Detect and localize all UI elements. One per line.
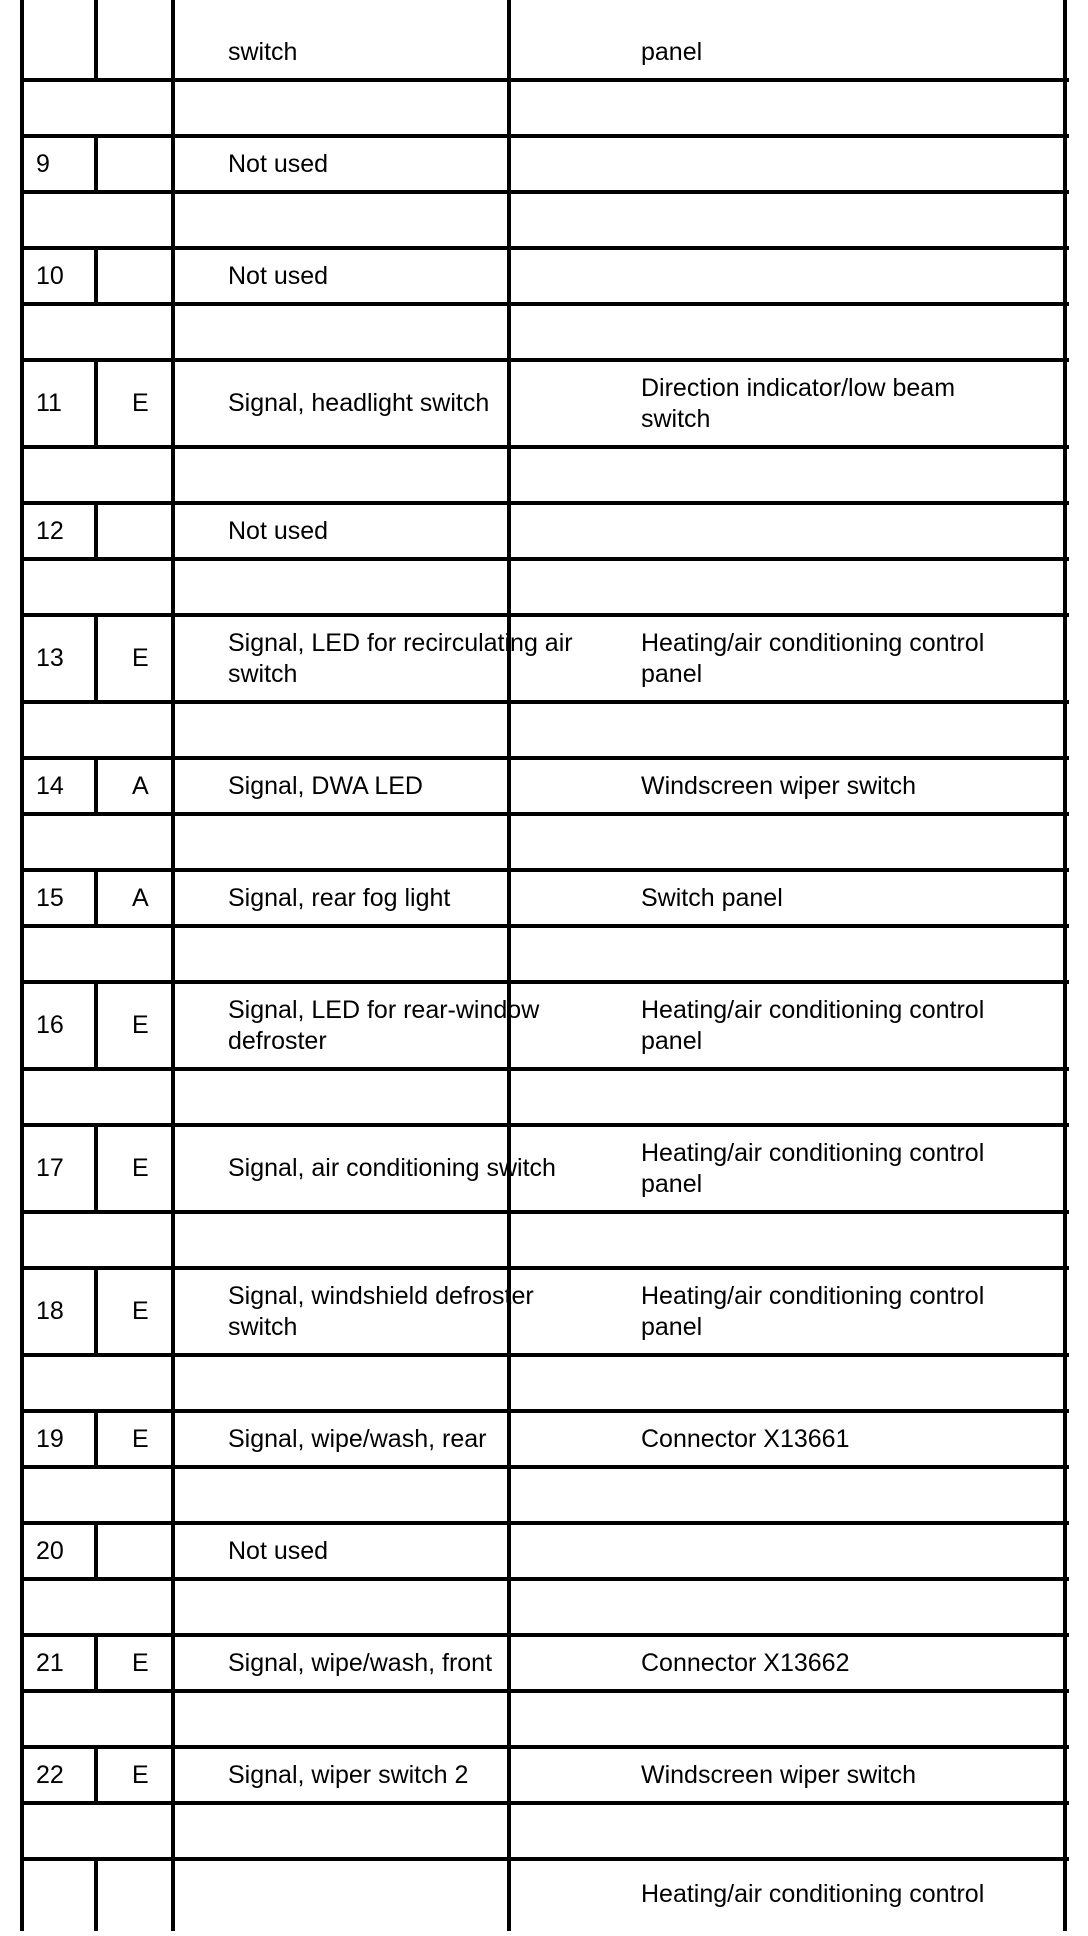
column-divider (94, 1268, 98, 1355)
column-divider (171, 304, 175, 360)
table-cell-location: Heating/air conditioning control panel (641, 1281, 985, 1341)
table-cell-description: Signal, wipe/wash, front (228, 1648, 493, 1677)
row-divider (22, 445, 1069, 449)
row-divider (22, 190, 1069, 194)
column-divider (1063, 304, 1067, 360)
row-divider (22, 1210, 1069, 1214)
column-divider (1063, 1747, 1067, 1803)
column-divider (171, 0, 175, 80)
column-divider (20, 1355, 24, 1411)
row-divider (22, 1689, 1069, 1693)
column-divider (171, 1523, 175, 1579)
column-divider (507, 0, 511, 80)
column-divider (1063, 982, 1067, 1069)
row-divider (22, 924, 1069, 928)
column-divider (1063, 1635, 1067, 1691)
column-divider (20, 1579, 24, 1635)
table-cell-location: panel (641, 37, 703, 66)
table-cell-description: Signal, wiper switch 2 (228, 1760, 469, 1789)
column-divider (20, 1125, 24, 1212)
column-divider (171, 702, 175, 758)
row-divider (22, 868, 1069, 872)
column-divider (507, 1747, 511, 1803)
column-divider (507, 1069, 511, 1125)
table-cell-description: Not used (228, 149, 329, 178)
column-divider (94, 1859, 98, 1931)
table-cell-pin: 22 (36, 1760, 64, 1789)
column-divider (1063, 1212, 1067, 1268)
column-divider (1063, 503, 1067, 559)
column-divider (507, 1467, 511, 1523)
row-divider (22, 613, 1069, 617)
column-divider (20, 982, 24, 1069)
column-divider (94, 0, 98, 80)
column-divider (171, 503, 175, 559)
table-cell-location: Connector X13661 (641, 1424, 850, 1453)
column-divider (507, 360, 511, 447)
table-cell-pin: 10 (36, 261, 64, 290)
table-cell-io: E (132, 1648, 149, 1677)
row-divider (22, 134, 1069, 138)
column-divider (20, 814, 24, 870)
row-divider (22, 1801, 1069, 1805)
column-divider (20, 870, 24, 926)
table-cell-pin: 9 (36, 149, 50, 178)
column-divider (1063, 1411, 1067, 1467)
column-divider (507, 447, 511, 503)
column-divider (507, 1212, 511, 1268)
table-cell-location: Direction indicator/low beam switch (641, 373, 956, 433)
table-cell-pin: 19 (36, 1424, 64, 1453)
table-cell-io: E (132, 1011, 149, 1039)
column-divider (20, 248, 24, 304)
row-divider (22, 1857, 1069, 1861)
table-cell-description: Signal, headlight switch (228, 389, 490, 417)
column-divider (171, 1467, 175, 1523)
column-divider (1063, 870, 1067, 926)
column-divider (171, 80, 175, 136)
column-divider (1063, 758, 1067, 814)
table-cell-pin: 17 (36, 1154, 64, 1182)
table-cell-description: switch (228, 37, 298, 66)
column-divider (20, 1747, 24, 1803)
column-divider (507, 136, 511, 192)
table-cell-pin: 15 (36, 883, 64, 912)
column-divider (171, 192, 175, 248)
column-divider (171, 1212, 175, 1268)
table-cell-pin: 18 (36, 1297, 64, 1325)
column-divider (20, 702, 24, 758)
column-divider (507, 870, 511, 926)
column-divider (20, 360, 24, 447)
column-divider (1063, 0, 1067, 80)
row-divider (22, 1745, 1069, 1749)
column-divider (171, 1859, 175, 1931)
column-divider (20, 926, 24, 982)
column-divider (1063, 559, 1067, 615)
column-divider (507, 559, 511, 615)
column-divider (171, 1355, 175, 1411)
table-cell-io: E (132, 389, 149, 417)
column-divider (94, 615, 98, 702)
table-cell-location: Heating/air conditioning control (641, 1880, 985, 1908)
column-divider (1063, 1355, 1067, 1411)
column-divider (171, 1268, 175, 1355)
table-cell-description: Signal, windshield defroster switch (228, 1281, 534, 1341)
table-cell-pin: 16 (36, 1011, 64, 1039)
column-divider (1063, 615, 1067, 702)
column-divider (1063, 1069, 1067, 1125)
column-divider (507, 758, 511, 814)
row-divider (22, 756, 1069, 760)
table-cell-description: Signal, LED for rear-window defroster (228, 995, 540, 1055)
column-divider (171, 615, 175, 702)
table-cell-description: Signal, LED for recirculating air switch (228, 628, 573, 688)
table-cell-location: Heating/air conditioning control panel (641, 1138, 985, 1198)
column-divider (20, 1523, 24, 1579)
column-divider (94, 503, 98, 559)
column-divider (171, 1635, 175, 1691)
row-divider (22, 246, 1069, 250)
column-divider (1063, 136, 1067, 192)
table-cell-location: Heating/air conditioning control panel (641, 995, 985, 1055)
column-divider (1063, 814, 1067, 870)
table-cell-io: E (132, 1154, 149, 1182)
row-divider (22, 302, 1069, 306)
column-divider (1063, 702, 1067, 758)
column-divider (20, 1859, 24, 1931)
row-divider (22, 980, 1069, 984)
column-divider (1063, 1467, 1067, 1523)
table-cell-pin: 21 (36, 1648, 64, 1677)
column-divider (1063, 360, 1067, 447)
column-divider (171, 248, 175, 304)
table-cell-description: Signal, wipe/wash, rear (228, 1424, 487, 1453)
row-divider (22, 78, 1069, 82)
row-divider (22, 1409, 1069, 1413)
column-divider (20, 304, 24, 360)
column-divider (1063, 926, 1067, 982)
column-divider (1063, 192, 1067, 248)
column-divider (20, 1691, 24, 1747)
row-divider (22, 358, 1069, 362)
column-divider (94, 248, 98, 304)
column-divider (507, 1523, 511, 1579)
column-divider (1063, 80, 1067, 136)
column-divider (1063, 1268, 1067, 1355)
column-divider (507, 1691, 511, 1747)
column-divider (171, 1747, 175, 1803)
column-divider (1063, 1125, 1067, 1212)
column-divider (1063, 1859, 1067, 1931)
row-divider (22, 1577, 1069, 1581)
column-divider (20, 136, 24, 192)
row-divider (22, 1353, 1069, 1357)
table-cell-description: Signal, air conditioning switch (228, 1154, 556, 1182)
table-cell-io: A (132, 883, 149, 912)
column-divider (1063, 1803, 1067, 1859)
column-divider (171, 982, 175, 1069)
column-divider (94, 870, 98, 926)
table-cell-io: E (132, 1760, 149, 1789)
column-divider (171, 1803, 175, 1859)
table-cell-location: Windscreen wiper switch (641, 771, 917, 800)
row-divider (22, 700, 1069, 704)
column-divider (507, 1411, 511, 1467)
row-divider (22, 1521, 1069, 1525)
column-divider (94, 1635, 98, 1691)
row-divider (22, 1266, 1069, 1270)
table-cell-description: Signal, DWA LED (228, 771, 423, 800)
column-divider (20, 615, 24, 702)
row-divider (22, 557, 1069, 561)
column-divider (171, 1125, 175, 1212)
table-cell-description: Not used (228, 516, 329, 545)
column-divider (171, 360, 175, 447)
column-divider (94, 982, 98, 1069)
column-divider (507, 926, 511, 982)
column-divider (171, 559, 175, 615)
column-divider (507, 1355, 511, 1411)
column-divider (20, 503, 24, 559)
column-divider (171, 1411, 175, 1467)
column-divider (94, 1125, 98, 1212)
column-divider (507, 814, 511, 870)
column-divider (1063, 447, 1067, 503)
table-cell-pin: 20 (36, 1536, 64, 1565)
column-divider (1063, 1523, 1067, 1579)
column-divider (94, 758, 98, 814)
column-divider (20, 1268, 24, 1355)
table-cell-location: Heating/air conditioning control panel (641, 628, 985, 688)
column-divider (171, 926, 175, 982)
column-divider (507, 702, 511, 758)
column-divider (1063, 248, 1067, 304)
column-divider (171, 870, 175, 926)
column-divider (507, 503, 511, 559)
table-cell-location: Connector X13662 (641, 1648, 850, 1677)
column-divider (171, 814, 175, 870)
column-divider (20, 0, 24, 80)
column-divider (20, 80, 24, 136)
column-divider (94, 360, 98, 447)
column-divider (171, 1069, 175, 1125)
column-divider (20, 1212, 24, 1268)
column-divider (171, 447, 175, 503)
column-divider (94, 136, 98, 192)
table-cell-io: E (132, 1424, 149, 1453)
column-divider (507, 304, 511, 360)
column-divider (20, 447, 24, 503)
table-cell-pin: 11 (36, 389, 62, 417)
column-divider (20, 1467, 24, 1523)
row-divider (22, 1633, 1069, 1637)
row-divider (22, 1067, 1069, 1071)
table-cell-location: Switch panel (641, 883, 783, 912)
column-divider (507, 80, 511, 136)
column-divider (94, 1747, 98, 1803)
table-cell-pin: 13 (36, 644, 64, 672)
column-divider (94, 1523, 98, 1579)
table-cell-pin: 12 (36, 516, 64, 545)
column-divider (20, 559, 24, 615)
column-divider (94, 1411, 98, 1467)
column-divider (1063, 1691, 1067, 1747)
column-divider (507, 192, 511, 248)
table-cell-io: A (132, 771, 149, 800)
table-cell-io: E (132, 1297, 149, 1325)
table-cell-description: Not used (228, 1536, 329, 1565)
column-divider (1063, 1579, 1067, 1635)
row-divider (22, 1465, 1069, 1469)
table-cell-location: Windscreen wiper switch (641, 1760, 917, 1789)
column-divider (171, 1579, 175, 1635)
table-cell-description: Signal, rear fog light (228, 883, 451, 912)
column-divider (507, 1635, 511, 1691)
row-divider (22, 1123, 1069, 1127)
column-divider (507, 248, 511, 304)
column-divider (20, 1635, 24, 1691)
column-divider (20, 1803, 24, 1859)
column-divider (507, 1859, 511, 1931)
column-divider (171, 1691, 175, 1747)
column-divider (20, 758, 24, 814)
column-divider (171, 758, 175, 814)
column-divider (20, 192, 24, 248)
table-cell-pin: 14 (36, 771, 64, 800)
table-cell-io: E (132, 644, 149, 672)
column-divider (507, 1579, 511, 1635)
row-divider (22, 812, 1069, 816)
column-divider (507, 1803, 511, 1859)
column-divider (20, 1411, 24, 1467)
row-divider (22, 501, 1069, 505)
table-cell-description: Not used (228, 261, 329, 290)
column-divider (171, 136, 175, 192)
column-divider (20, 1069, 24, 1125)
